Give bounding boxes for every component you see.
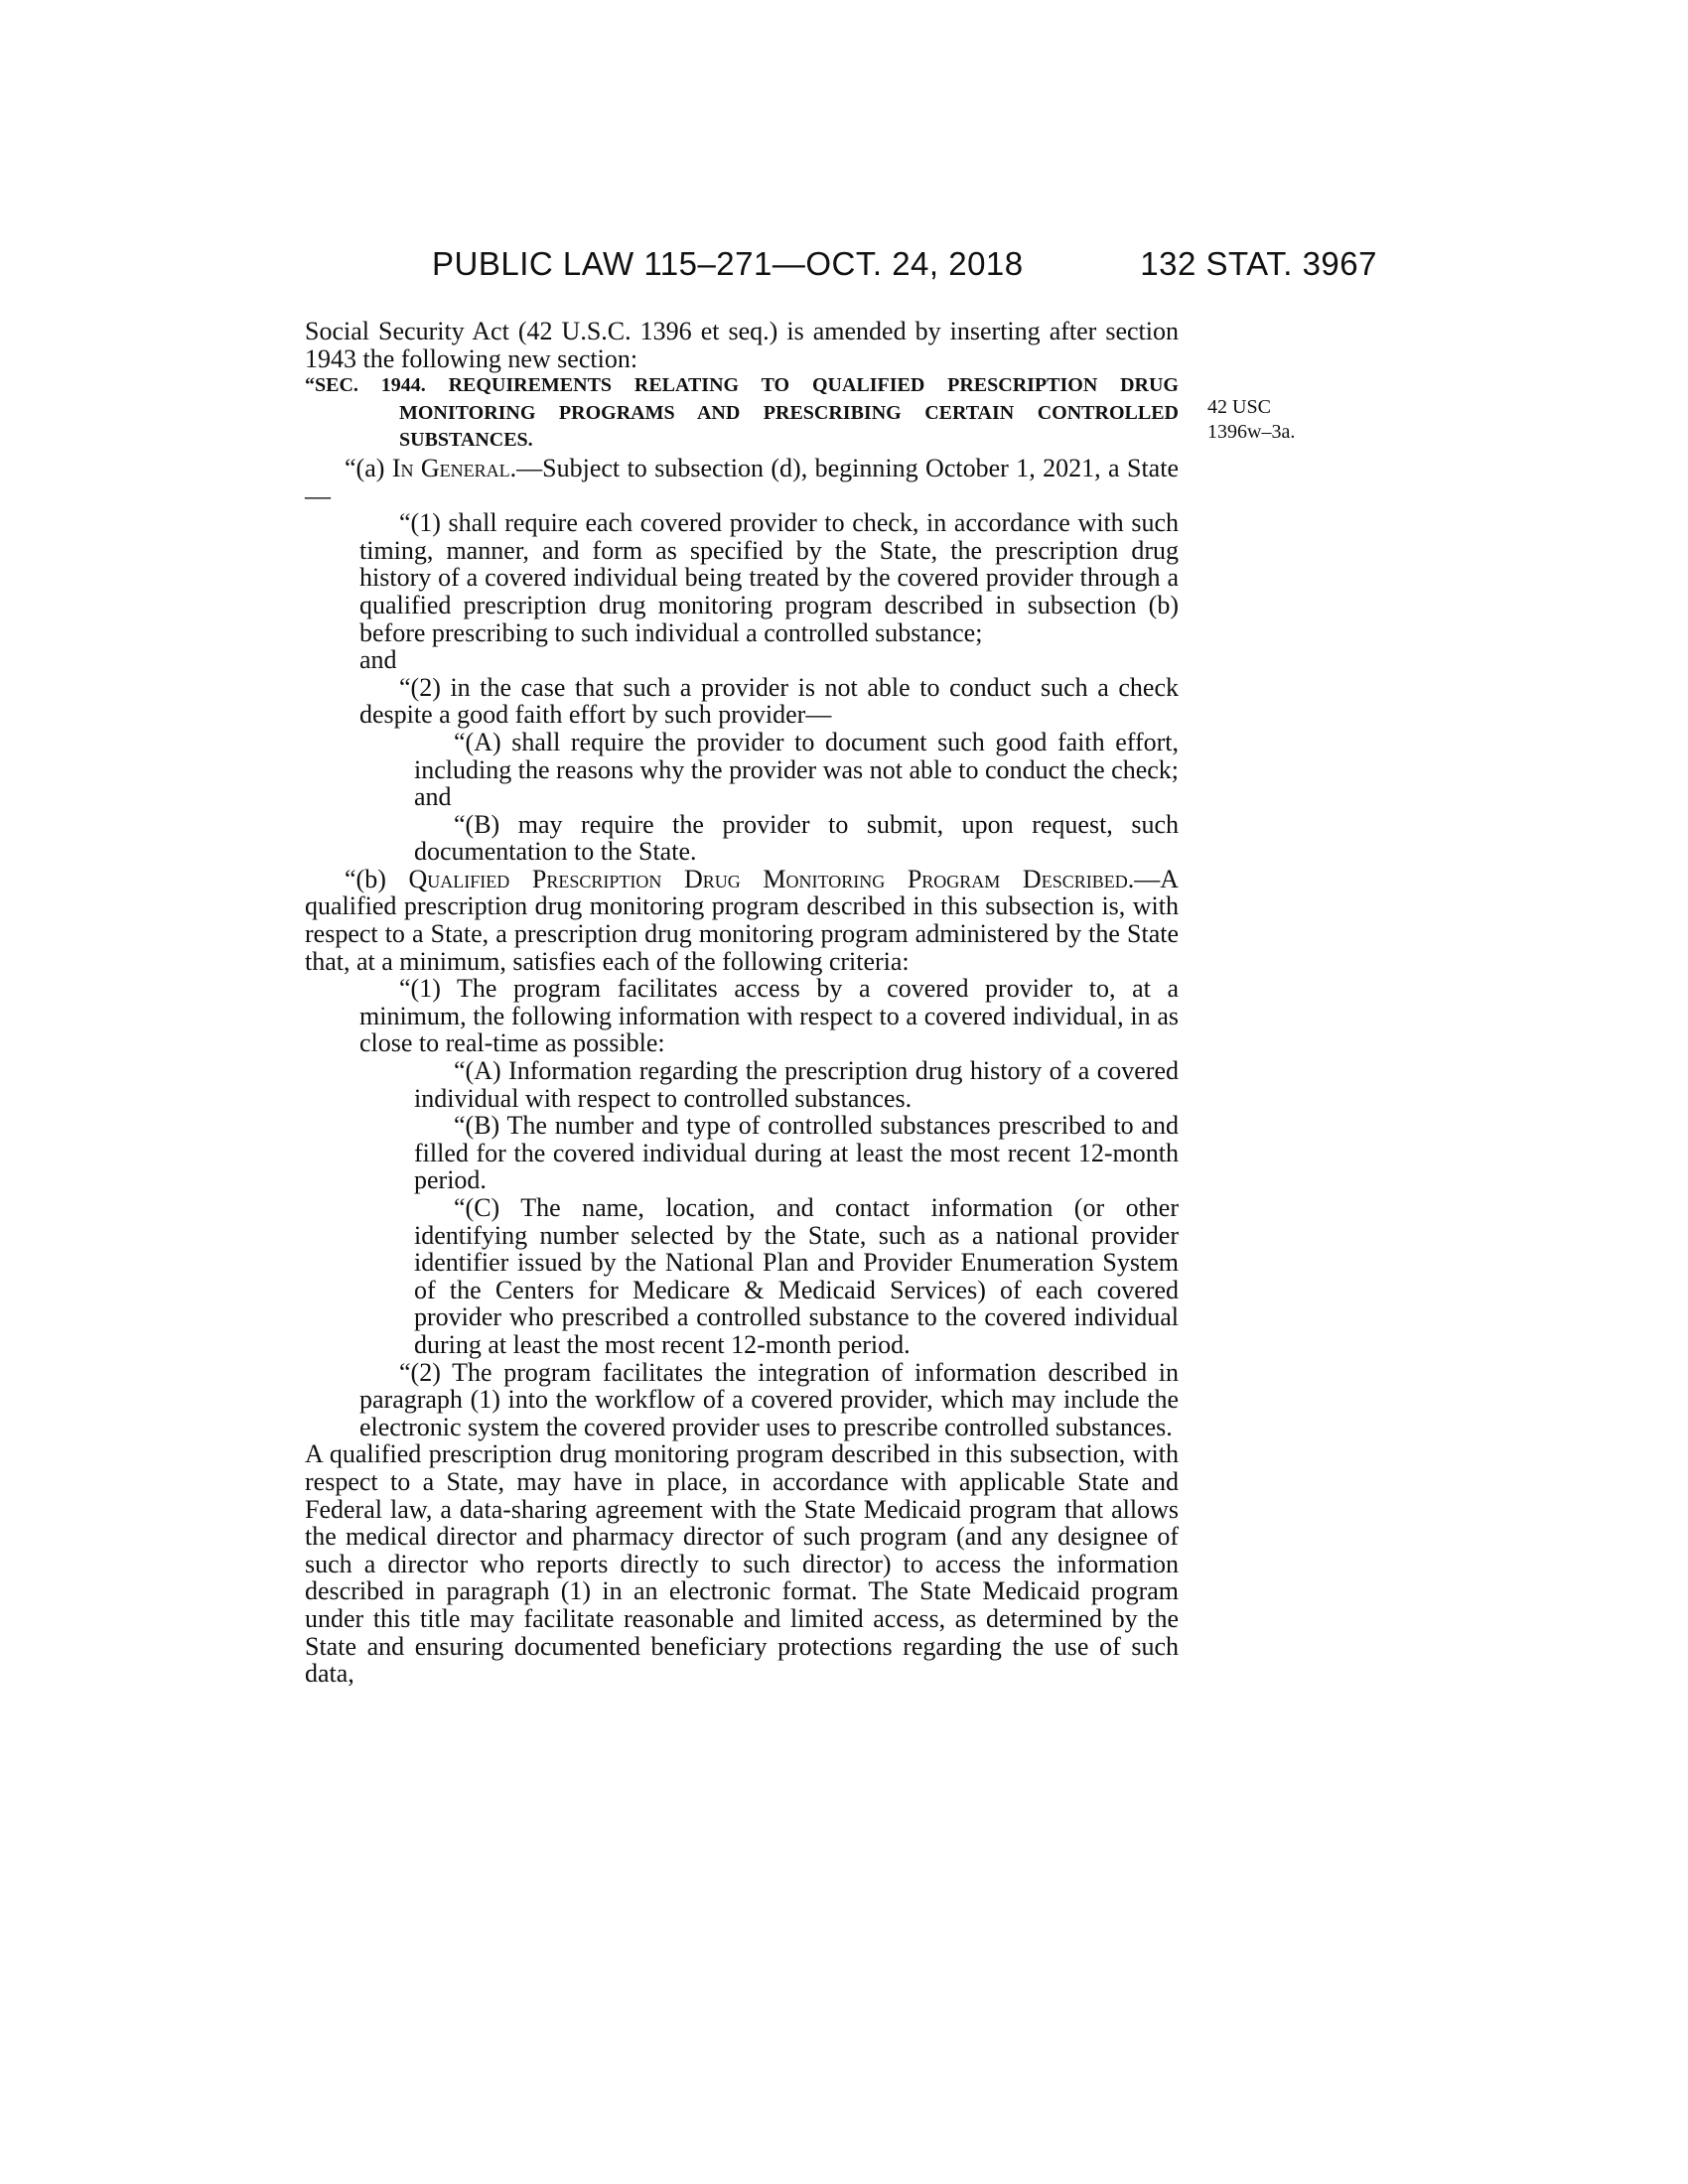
subparagraph-b1B: “(B) The number and type of controlled substances prescribed to and filled for the covered individual during at least the most recent 12-month period. bbox=[414, 1111, 1179, 1195]
running-header-title: PUBLIC LAW 115–271—OCT. 24, 2018 bbox=[432, 245, 1024, 282]
paragraph-b2: “(2) The program facilitates the integration of information described in paragraph (1) into the workflow of a covered provider, which may include the electronic system the covered provider uses to prescribe controlled substances. bbox=[359, 1357, 1179, 1441]
subsection-b bbox=[305, 866, 1179, 975]
document-body bbox=[305, 318, 1179, 1688]
section-heading: “SEC. 1944. REQUIREMENTS RELATING TO QUALIFIED PRESCRIPTION DRUG MONITORING PROGRAMS AND PRESCRIBING CERTAIN CONTROLLED SUBSTANCES. bbox=[305, 374, 1179, 452]
subsection-a-open: “(a) bbox=[345, 453, 392, 482]
paragraph-a1: “(1) shall require each covered provider to check, in accordance with such timing, manner, and form as specified by the State, the prescription drug history of a covered individual being treated by the covered provider through a qualified prescription drug monitoring program described in subsection (b) before prescribing to such individual a controlled substance; bbox=[359, 508, 1179, 647]
paragraph-b1: “(1) The program facilitates access by a covered provider to, at a minimum, the following information with respect to a covered individual, in as close to real-time as possible: bbox=[359, 974, 1179, 1058]
subsection-a-text: .—Subject to subsection (d), beginning October 1, 2021, a State— bbox=[305, 453, 1179, 510]
subparagraph-b1A: “(A) Information regarding the prescription drug history of a covered individual with respect to controlled substances. bbox=[414, 1056, 1179, 1113]
subsection-b-text: .—A qualified prescription drug monitoring program described in this subsection is, with respect to a State, a prescription drug monitoring program administered by the State that, at a minimum, satisfies each of the following criteria: bbox=[305, 864, 1180, 976]
subparagraph-a2A: “(A) shall require the provider to document such good faith effort, including the reasons why the provider was not able to conduct the check; and bbox=[414, 727, 1179, 812]
subsection-b-caption: Qualified Prescription Drug Monitoring Program Described bbox=[408, 864, 1128, 893]
intro-paragraph: Social Security Act (42 U.S.C. 1396 et seq.) is amended by inserting after section 1943 the following new section: bbox=[305, 317, 1179, 373]
closing-paragraph: A qualified prescription drug monitoring program described in this subsection, with respect to a State, may have in place, in accordance with applicable State and Federal law, a data-sharing agreement with the State Medicaid program that allows the medical director and pharmacy director of such program (and any designee of such a director who reports directly to such director) to access the information described in paragraph (1) in an electronic format. The State Medicaid program under this title may facilitate reasonable and limited access, as determined by the State and ensuring documented beneficiary protections regarding the use of such data, bbox=[305, 1439, 1179, 1689]
running-header-page-number: 132 STAT. 3967 bbox=[1140, 245, 1377, 282]
margin-citation bbox=[1207, 395, 1336, 445]
subsection-a-caption: In General bbox=[391, 453, 510, 482]
margin-citation-line1: 42 USC bbox=[1207, 396, 1271, 418]
paragraph-a2: “(2) in the case that such a provider is not able to conduct such a check despite a good faith effort by such provider— bbox=[359, 672, 1179, 730]
subsection-b-open: “(b) bbox=[345, 864, 409, 893]
subparagraph-a2B: “(B) may require the provider to submit, upon request, such documentation to the State. bbox=[414, 809, 1179, 867]
margin-citation-line2: 1396w–3a. bbox=[1207, 421, 1296, 443]
subsection-a bbox=[305, 455, 1179, 509]
paragraph-a1-and: and bbox=[359, 645, 397, 675]
subparagraph-b1C: “(C) The name, location, and contact information (or other identifying number selected by the State, such as a national provider identifier issued by the National Plan and Provider Enumeration System of the Centers for Medicare & Medicaid Services) of each covered provider who prescribed a controlled substance to the covered individual during at least the most recent 12-month period. bbox=[414, 1193, 1179, 1359]
